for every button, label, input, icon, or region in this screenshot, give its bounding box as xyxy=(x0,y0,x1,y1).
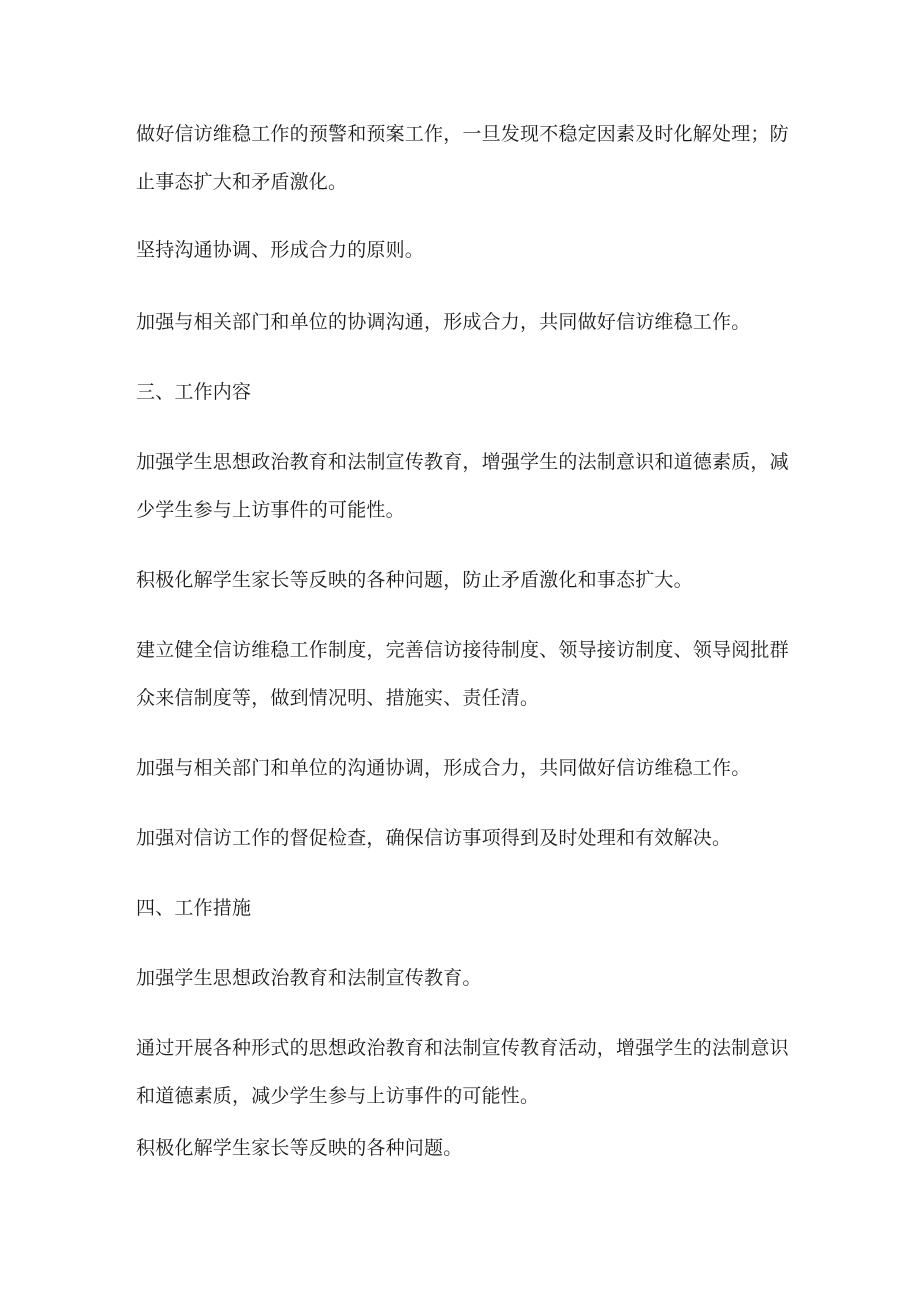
paragraph-communication: 加强与相关部门和单位的沟通协调，形成合力，共同做好信访维稳工作。 xyxy=(136,757,751,779)
paragraph-education-activities: 通过开展各种形式的思想政治教育和法制宣传教育活动，增强学生的法制意识和道德素质，减少学生参与上访事件的可能性。 xyxy=(136,1037,789,1107)
section-heading-work-measures: 四、工作措施 xyxy=(136,897,252,919)
paragraph-principle-coordination: 坚持沟通协调、形成合力的原则。 xyxy=(136,239,425,261)
paragraph-education-2: 加强学生思想政治教育和法制宣传教育。 xyxy=(136,967,482,989)
section-heading-work-content: 三、工作内容 xyxy=(136,381,252,403)
paragraph-early-warning: 做好信访维稳工作的预警和预案工作，一旦发现不稳定因素及时化解处理；防止事态扩大和矛盾激化。 xyxy=(136,123,789,193)
paragraph-strengthen-coordination: 加强与相关部门和单位的协调沟通，形成合力，共同做好信访维稳工作。 xyxy=(136,311,751,333)
paragraph-resolve-issues-2: 积极化解学生家长等反映的各种问题。 xyxy=(136,1137,463,1159)
paragraph-system-building: 建立健全信访维稳工作制度，完善信访接待制度、领导接访制度、领导阅批群众来信制度等，做到情况明、措施实、责任清。 xyxy=(136,639,789,709)
paragraph-education-1: 加强学生思想政治教育和法制宣传教育，增强学生的法制意识和道德素质，减少学生参与上访事件的可能性。 xyxy=(136,451,789,521)
paragraph-resolve-issues-1: 积极化解学生家长等反映的各种问题，防止矛盾激化和事态扩大。 xyxy=(136,569,693,591)
paragraph-supervision: 加强对信访工作的督促检查，确保信访事项得到及时处理和有效解决。 xyxy=(136,827,732,849)
